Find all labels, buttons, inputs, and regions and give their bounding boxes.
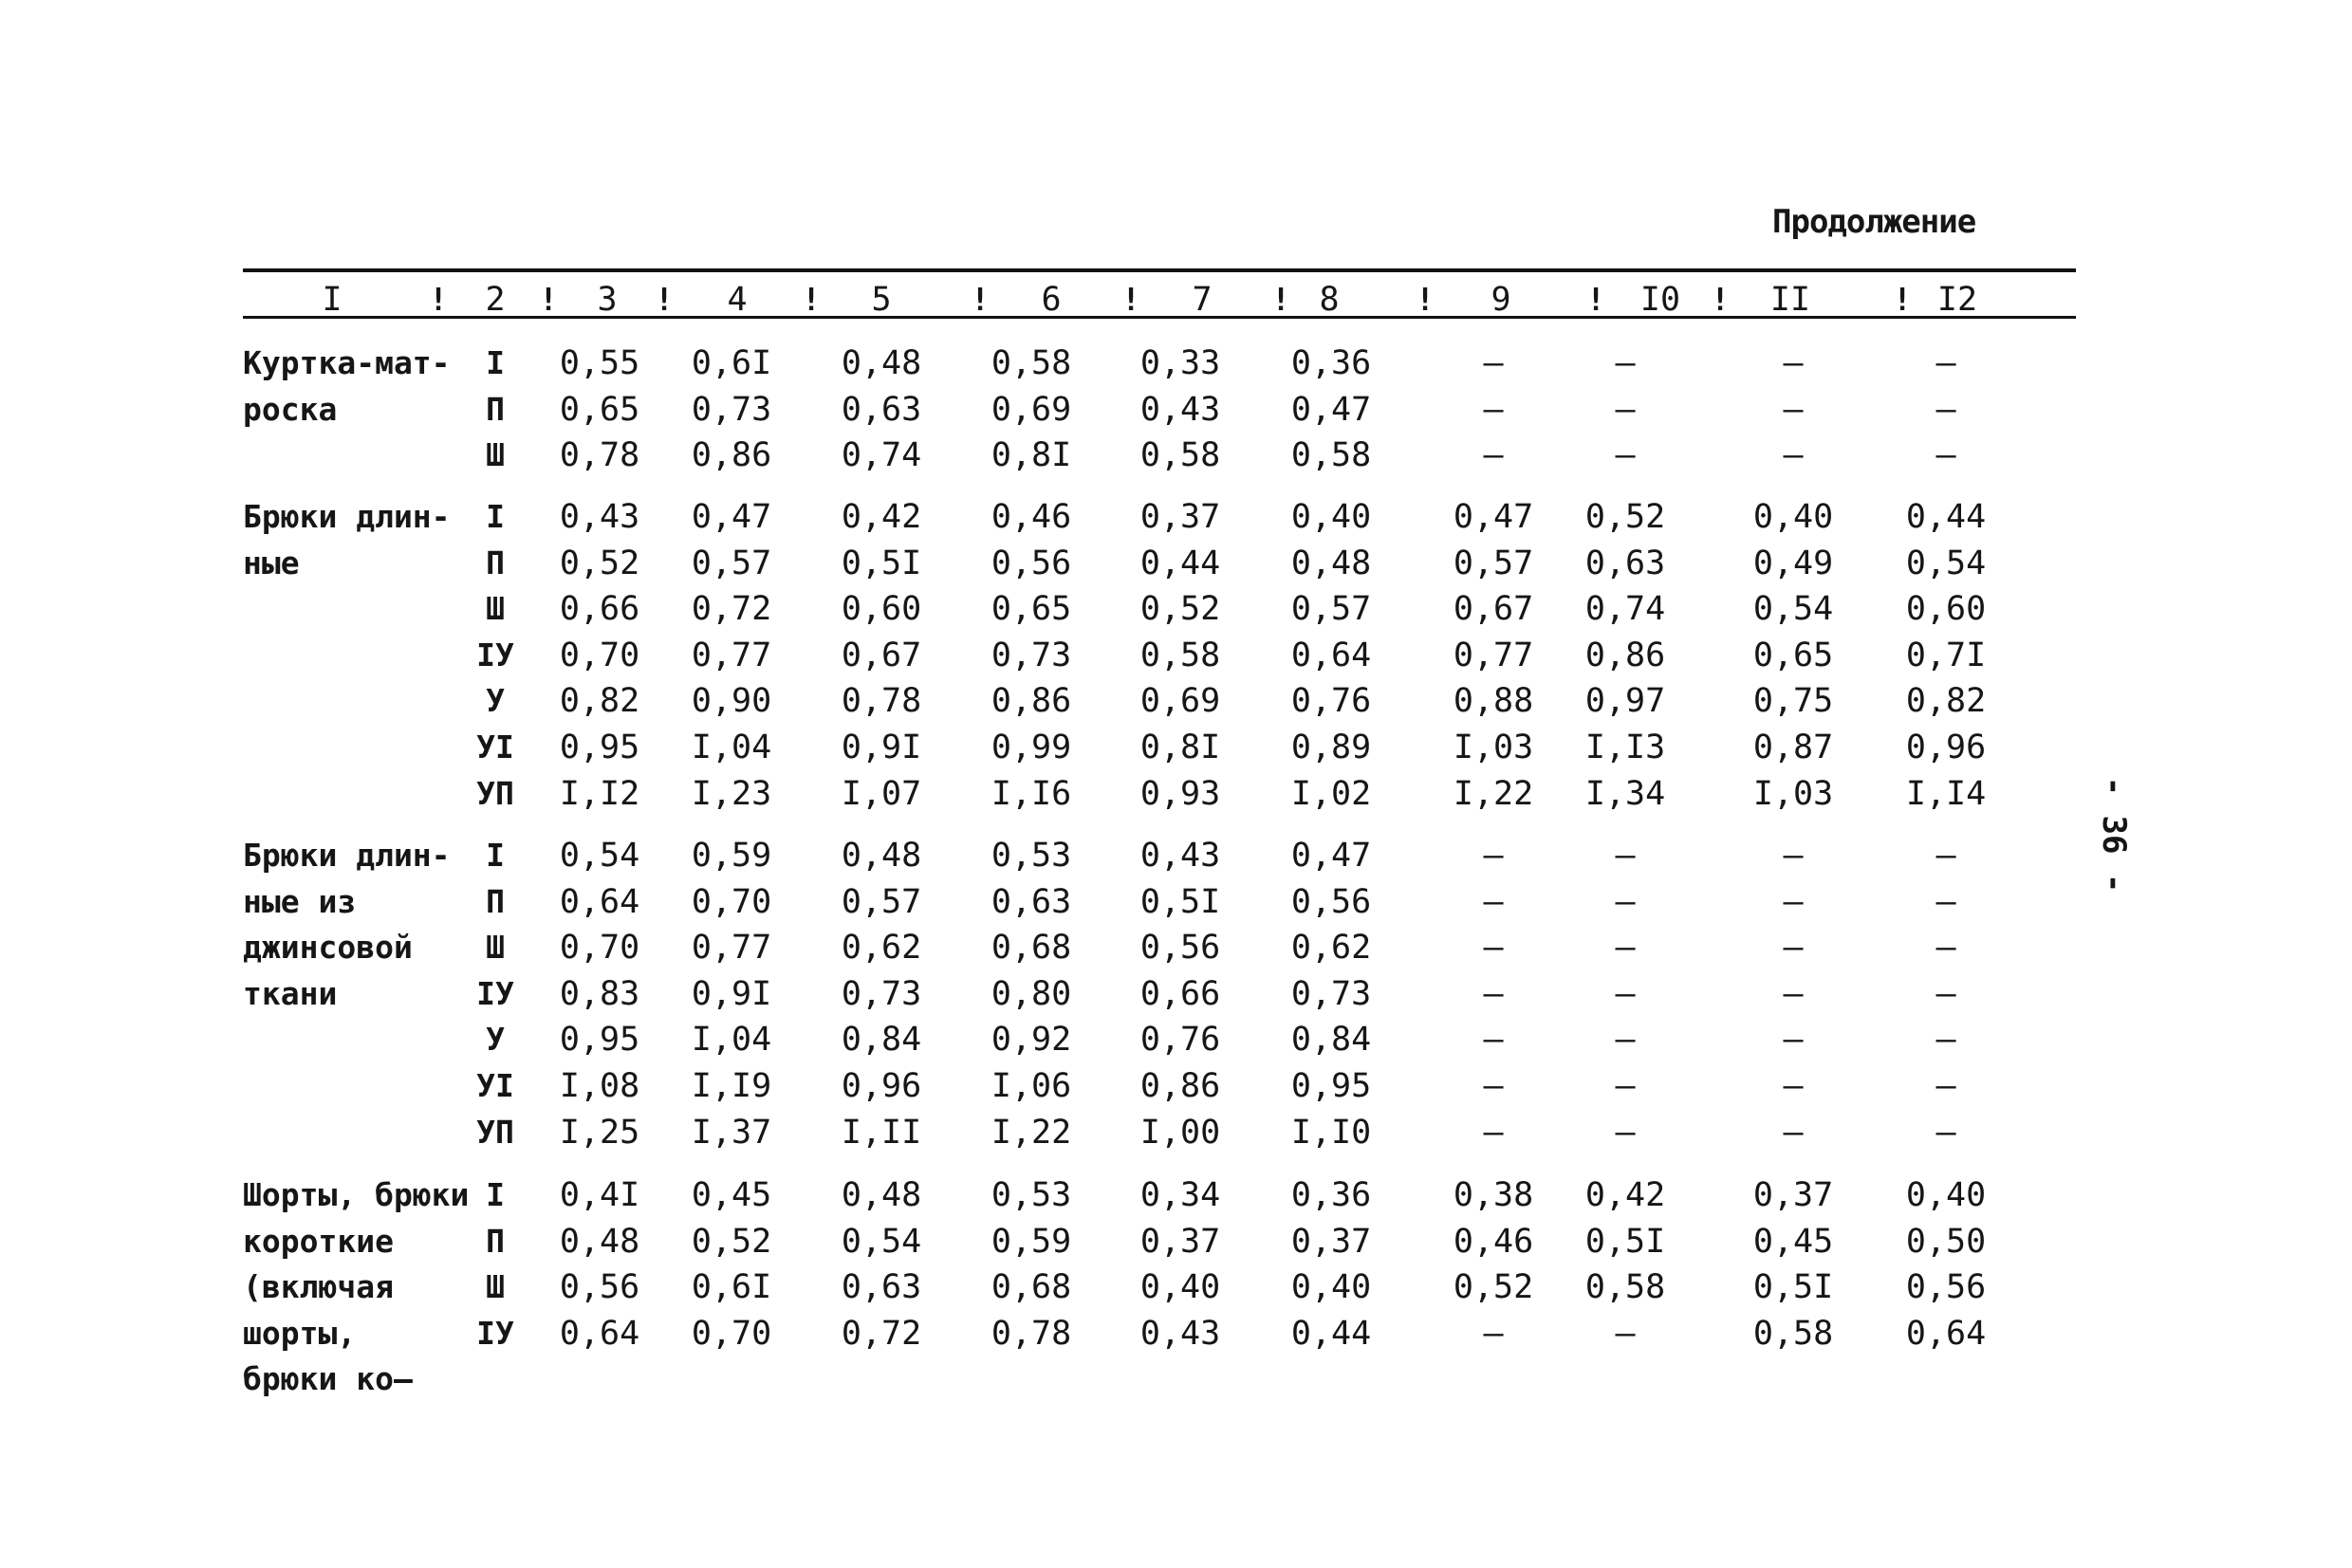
value-cell: 0,86: [1584, 636, 1666, 674]
value-cell: –: [1615, 929, 1636, 968]
item-label-line: короткие: [243, 1222, 394, 1260]
value-cell: –: [1483, 974, 1504, 1013]
value-cell: 0,74: [841, 436, 922, 475]
value-cell: –: [1783, 344, 1804, 382]
value-cell: I,04: [691, 1021, 772, 1060]
value-cell: 0,37: [1752, 1176, 1834, 1214]
value-cell: I,08: [559, 1067, 640, 1105]
value-cell: –: [1483, 1113, 1504, 1152]
value-cell: 0,36: [1290, 344, 1372, 382]
value-cell: 0,63: [991, 882, 1072, 921]
column-header: 8: [1319, 281, 1340, 319]
value-cell: I,03: [1752, 774, 1834, 813]
value-cell: 0,58: [991, 344, 1072, 382]
value-cell: 0,40: [1290, 1268, 1372, 1307]
column-header: 4: [727, 281, 748, 319]
value-cell: 0,72: [841, 1314, 922, 1353]
value-cell: 0,52: [559, 544, 640, 582]
value-cell: 0,82: [559, 682, 640, 721]
value-cell: 0,40: [1139, 1268, 1221, 1307]
value-cell: 0,5I: [1584, 1222, 1666, 1261]
value-cell: 0,43: [559, 498, 640, 536]
value-cell: 0,6I: [691, 1268, 772, 1307]
value-cell: 0,72: [691, 590, 772, 629]
value-cell: 0,48: [841, 344, 922, 382]
value-cell: –: [1483, 1067, 1504, 1105]
value-cell: –: [1783, 1021, 1804, 1060]
value-cell: I,I2: [559, 774, 640, 813]
value-cell: 0,77: [691, 929, 772, 968]
value-cell: I,II: [841, 1113, 922, 1152]
value-cell: 0,54: [1752, 590, 1834, 629]
value-cell: 0,36: [1290, 1176, 1372, 1214]
value-cell: 0,7I: [1905, 636, 1987, 674]
value-cell: 0,55: [559, 344, 640, 382]
value-cell: –: [1483, 436, 1504, 475]
value-cell: 0,78: [559, 436, 640, 475]
column-separator: !: [1416, 281, 1435, 318]
column-header: 5: [871, 281, 892, 319]
value-cell: 0,44: [1290, 1314, 1372, 1353]
value-cell: I,00: [1139, 1113, 1221, 1152]
value-cell: –: [1615, 344, 1636, 382]
size-cell: IУ: [476, 636, 514, 673]
value-cell: –: [1615, 974, 1636, 1013]
column-header: I0: [1639, 281, 1681, 319]
size-cell: П: [486, 544, 505, 581]
value-cell: 0,82: [1905, 682, 1987, 721]
value-cell: –: [1935, 974, 1956, 1013]
value-cell: –: [1483, 837, 1504, 875]
value-cell: 0,92: [991, 1021, 1072, 1060]
value-cell: –: [1615, 1113, 1636, 1152]
size-cell: IУ: [476, 1314, 514, 1352]
value-cell: 0,77: [1453, 636, 1534, 674]
value-cell: 0,48: [1290, 544, 1372, 582]
value-cell: –: [1615, 436, 1636, 475]
value-cell: 0,63: [841, 1268, 922, 1307]
value-cell: –: [1935, 344, 1956, 382]
value-cell: 0,56: [991, 544, 1072, 582]
column-separator: !: [1586, 281, 1605, 318]
value-cell: 0,73: [691, 390, 772, 429]
value-cell: 0,40: [1752, 498, 1834, 536]
value-cell: 0,58: [1139, 636, 1221, 674]
value-cell: 0,8I: [991, 436, 1072, 475]
value-cell: I,22: [991, 1113, 1072, 1152]
value-cell: 0,70: [559, 929, 640, 968]
value-cell: 0,56: [559, 1268, 640, 1307]
value-cell: I,07: [841, 774, 922, 813]
item-label-line: ные из: [243, 882, 357, 920]
value-cell: 0,65: [1752, 636, 1834, 674]
column-separator: !: [1711, 281, 1730, 318]
value-cell: 0,46: [991, 498, 1072, 536]
value-cell: –: [1935, 390, 1956, 429]
value-cell: 0,57: [1453, 544, 1534, 582]
value-cell: –: [1935, 436, 1956, 475]
column-header: 2: [485, 281, 506, 319]
value-cell: 0,63: [1584, 544, 1666, 582]
value-cell: –: [1783, 882, 1804, 921]
value-cell: 0,37: [1139, 498, 1221, 536]
value-cell: 0,78: [841, 682, 922, 721]
value-cell: –: [1615, 1021, 1636, 1060]
size-cell: УП: [476, 774, 514, 812]
value-cell: 0,6I: [691, 344, 772, 382]
value-cell: 0,78: [991, 1314, 1072, 1353]
value-cell: 0,69: [1139, 682, 1221, 721]
value-cell: 0,58: [1290, 436, 1372, 475]
size-cell: П: [486, 390, 505, 428]
value-cell: 0,37: [1290, 1222, 1372, 1261]
value-cell: 0,57: [691, 544, 772, 582]
value-cell: 0,48: [841, 1176, 922, 1214]
value-cell: 0,45: [691, 1176, 772, 1214]
value-cell: 0,46: [1453, 1222, 1534, 1261]
column-header: II: [1769, 281, 1811, 319]
value-cell: 0,56: [1905, 1268, 1987, 1307]
item-label-line: роска: [243, 390, 338, 428]
value-cell: 0,66: [559, 590, 640, 629]
value-cell: –: [1783, 974, 1804, 1013]
value-cell: 0,47: [1453, 498, 1534, 536]
column-header: I2: [1936, 281, 1978, 319]
value-cell: 0,54: [559, 837, 640, 875]
value-cell: 0,62: [1290, 929, 1372, 968]
value-cell: —: [1783, 1113, 1804, 1152]
value-cell: –: [1483, 929, 1504, 968]
value-cell: 0,8I: [1139, 729, 1221, 766]
value-cell: –: [1783, 436, 1804, 475]
value-cell: 0,70: [559, 636, 640, 674]
value-cell: 0,73: [841, 974, 922, 1013]
value-cell: 0,34: [1139, 1176, 1221, 1214]
column-header: 3: [597, 281, 618, 319]
value-cell: 0,75: [1752, 682, 1834, 721]
value-cell: I,I9: [691, 1067, 772, 1105]
value-cell: 0,89: [1290, 729, 1372, 766]
value-cell: 0,48: [559, 1222, 640, 1261]
value-cell: I,I0: [1290, 1113, 1372, 1152]
size-cell: Ш: [486, 590, 505, 628]
page-number: - 36 -: [2095, 776, 2133, 894]
value-cell: I,06: [991, 1067, 1072, 1105]
value-cell: 0,40: [1290, 498, 1372, 536]
value-cell: 0,80: [991, 974, 1072, 1013]
table-top-rule: [243, 268, 2076, 272]
column-separator: !: [971, 281, 990, 318]
item-label-line: джинсовой: [243, 929, 413, 967]
value-cell: –: [1935, 929, 1956, 968]
value-cell: 0,58: [1139, 436, 1221, 475]
size-cell: УI: [476, 1067, 514, 1104]
item-label-line: (включая: [243, 1268, 394, 1306]
value-cell: –: [1615, 390, 1636, 429]
value-cell: –: [1783, 837, 1804, 875]
value-cell: 0,95: [559, 1021, 640, 1060]
value-cell: 0,5I: [841, 544, 922, 582]
value-cell: 0,76: [1139, 1021, 1221, 1060]
column-separator: !: [802, 281, 821, 318]
value-cell: 0,43: [1139, 390, 1221, 429]
size-cell: I: [486, 837, 505, 874]
value-cell: 0,87: [1752, 729, 1834, 766]
value-cell: 0,88: [1453, 682, 1534, 721]
value-cell: 0,43: [1139, 837, 1221, 875]
value-cell: –: [1483, 1314, 1504, 1353]
value-cell: I,25: [559, 1113, 640, 1152]
value-cell: 0,68: [991, 929, 1072, 968]
value-cell: 0,77: [691, 636, 772, 674]
value-cell: 0,68: [991, 1268, 1072, 1307]
value-cell: 0,67: [841, 636, 922, 674]
item-label-line: Брюки длин-: [243, 837, 451, 874]
column-header: 6: [1041, 281, 1062, 319]
value-cell: 0,54: [841, 1222, 922, 1261]
size-cell: IУ: [476, 974, 514, 1012]
size-cell: Ш: [486, 1268, 505, 1306]
value-cell: 0,47: [691, 498, 772, 536]
value-cell: 0,70: [691, 1314, 772, 1353]
value-cell: 0,50: [1905, 1222, 1987, 1261]
value-cell: I,I4: [1905, 774, 1987, 813]
value-cell: –: [1615, 1314, 1636, 1353]
value-cell: 0,90: [691, 682, 772, 721]
value-cell: 0,95: [559, 729, 640, 766]
value-cell: 0,93: [1139, 774, 1221, 813]
value-cell: 0,63: [841, 390, 922, 429]
value-cell: –: [1935, 882, 1956, 921]
value-cell: 0,83: [559, 974, 640, 1013]
value-cell: –: [1483, 344, 1504, 382]
value-cell: 0,70: [691, 882, 772, 921]
value-cell: 0,96: [1905, 729, 1987, 766]
size-cell: I: [486, 498, 505, 535]
size-cell: У: [486, 1021, 505, 1059]
item-label-line: брюки ко–: [243, 1360, 413, 1398]
value-cell: 0,49: [1752, 544, 1834, 582]
value-cell: I,34: [1584, 774, 1666, 813]
column-separator: !: [655, 281, 674, 318]
value-cell: 0,52: [1453, 1268, 1534, 1307]
item-label-line: ные: [243, 544, 300, 581]
value-cell: 0,37: [1139, 1222, 1221, 1261]
value-cell: 0,64: [559, 1314, 640, 1353]
value-cell: 0,59: [691, 837, 772, 875]
value-cell: 0,52: [691, 1222, 772, 1261]
value-cell: I,22: [1453, 774, 1534, 813]
value-cell: 0,73: [991, 636, 1072, 674]
value-cell: –: [1935, 837, 1956, 875]
value-cell: 0,74: [1584, 590, 1666, 629]
item-label-line: шорты,: [243, 1314, 357, 1352]
value-cell: 0,56: [1290, 882, 1372, 921]
value-cell: 0,44: [1139, 544, 1221, 582]
value-cell: 0,86: [691, 436, 772, 475]
value-cell: 0,64: [1290, 636, 1372, 674]
value-cell: –: [1783, 390, 1804, 429]
value-cell: –: [1935, 1113, 1956, 1152]
value-cell: I,I3: [1584, 729, 1666, 766]
value-cell: I,I6: [991, 774, 1072, 813]
value-cell: –: [1615, 1067, 1636, 1105]
value-cell: 0,67: [1453, 590, 1534, 629]
value-cell: 0,38: [1453, 1176, 1534, 1214]
value-cell: 0,53: [991, 1176, 1072, 1214]
item-label-line: Куртка-мат-: [243, 344, 451, 381]
value-cell: 0,52: [1584, 498, 1666, 536]
value-cell: 0,62: [841, 929, 922, 968]
value-cell: 0,43: [1139, 1314, 1221, 1353]
size-cell: I: [486, 1176, 505, 1213]
value-cell: 0,58: [1752, 1314, 1834, 1353]
value-cell: 0,9I: [841, 729, 922, 766]
column-header: I: [322, 281, 343, 319]
value-cell: 0,86: [1139, 1067, 1221, 1105]
value-cell: –: [1483, 882, 1504, 921]
value-cell: 0,5I: [1139, 882, 1221, 921]
item-label-line: ткани: [243, 974, 338, 1012]
value-cell: –: [1935, 1067, 1956, 1105]
value-cell: 0,60: [1905, 590, 1987, 629]
value-cell: 0,57: [841, 882, 922, 921]
value-cell: I,03: [1453, 729, 1534, 766]
value-cell: 0,58: [1584, 1268, 1666, 1307]
value-cell: –: [1615, 837, 1636, 875]
size-cell: У: [486, 682, 505, 720]
column-separator: !: [429, 281, 448, 318]
value-cell: 0,5I: [1752, 1268, 1834, 1307]
value-cell: –: [1783, 929, 1804, 968]
column-separator: !: [1271, 281, 1290, 318]
size-cell: I: [486, 344, 505, 381]
value-cell: I,37: [691, 1113, 772, 1152]
value-cell: 0,69: [991, 390, 1072, 429]
item-label-line: Шорты, брюки: [243, 1176, 470, 1213]
value-cell: I,23: [691, 774, 772, 813]
value-cell: 0,96: [841, 1067, 922, 1105]
column-separator: !: [1121, 281, 1140, 318]
value-cell: 0,4I: [559, 1176, 640, 1214]
size-cell: Ш: [486, 929, 505, 967]
value-cell: 0,64: [1905, 1314, 1987, 1353]
value-cell: I,04: [691, 729, 772, 766]
value-cell: 0,97: [1584, 682, 1666, 721]
value-cell: 0,73: [1290, 974, 1372, 1013]
value-cell: 0,42: [841, 498, 922, 536]
value-cell: I,02: [1290, 774, 1372, 813]
value-cell: 0,65: [991, 590, 1072, 629]
column-header: 7: [1192, 281, 1213, 319]
column-separator: !: [539, 281, 558, 318]
value-cell: –: [1783, 1067, 1804, 1105]
value-cell: 0,76: [1290, 682, 1372, 721]
column-separator: !: [1893, 281, 1912, 318]
value-cell: –: [1615, 882, 1636, 921]
value-cell: 0,60: [841, 590, 922, 629]
continuation-label: Продолжение: [1772, 203, 1976, 241]
value-cell: –: [1483, 1021, 1504, 1060]
value-cell: 0,42: [1584, 1176, 1666, 1214]
value-cell: 0,9I: [691, 974, 772, 1013]
value-cell: 0,48: [841, 837, 922, 875]
size-cell: П: [486, 882, 505, 920]
size-cell: П: [486, 1222, 505, 1260]
value-cell: 0,65: [559, 390, 640, 429]
value-cell: 0,64: [559, 882, 640, 921]
value-cell: 0,47: [1290, 390, 1372, 429]
value-cell: 0,56: [1139, 929, 1221, 968]
value-cell: 0,66: [1139, 974, 1221, 1013]
value-cell: –: [1935, 1021, 1956, 1060]
value-cell: 0,45: [1752, 1222, 1834, 1261]
size-cell: Ш: [486, 436, 505, 474]
item-label-line: Брюки длин-: [243, 498, 451, 535]
value-cell: 0,57: [1290, 590, 1372, 629]
value-cell: 0,54: [1905, 544, 1987, 582]
value-cell: 0,40: [1905, 1176, 1987, 1214]
column-header: 9: [1491, 281, 1511, 319]
value-cell: 0,52: [1139, 590, 1221, 629]
value-cell: 0,99: [991, 729, 1072, 766]
size-cell: УI: [476, 729, 514, 766]
value-cell: 0,95: [1290, 1067, 1372, 1105]
value-cell: 0,33: [1139, 344, 1221, 382]
value-cell: –: [1483, 390, 1504, 429]
value-cell: 0,86: [991, 682, 1072, 721]
size-cell: УП: [476, 1113, 514, 1151]
value-cell: 0,47: [1290, 837, 1372, 875]
value-cell: 0,59: [991, 1222, 1072, 1261]
value-cell: 0,44: [1905, 498, 1987, 536]
value-cell: 0,53: [991, 837, 1072, 875]
value-cell: 0,84: [1290, 1021, 1372, 1060]
value-cell: 0,84: [841, 1021, 922, 1060]
